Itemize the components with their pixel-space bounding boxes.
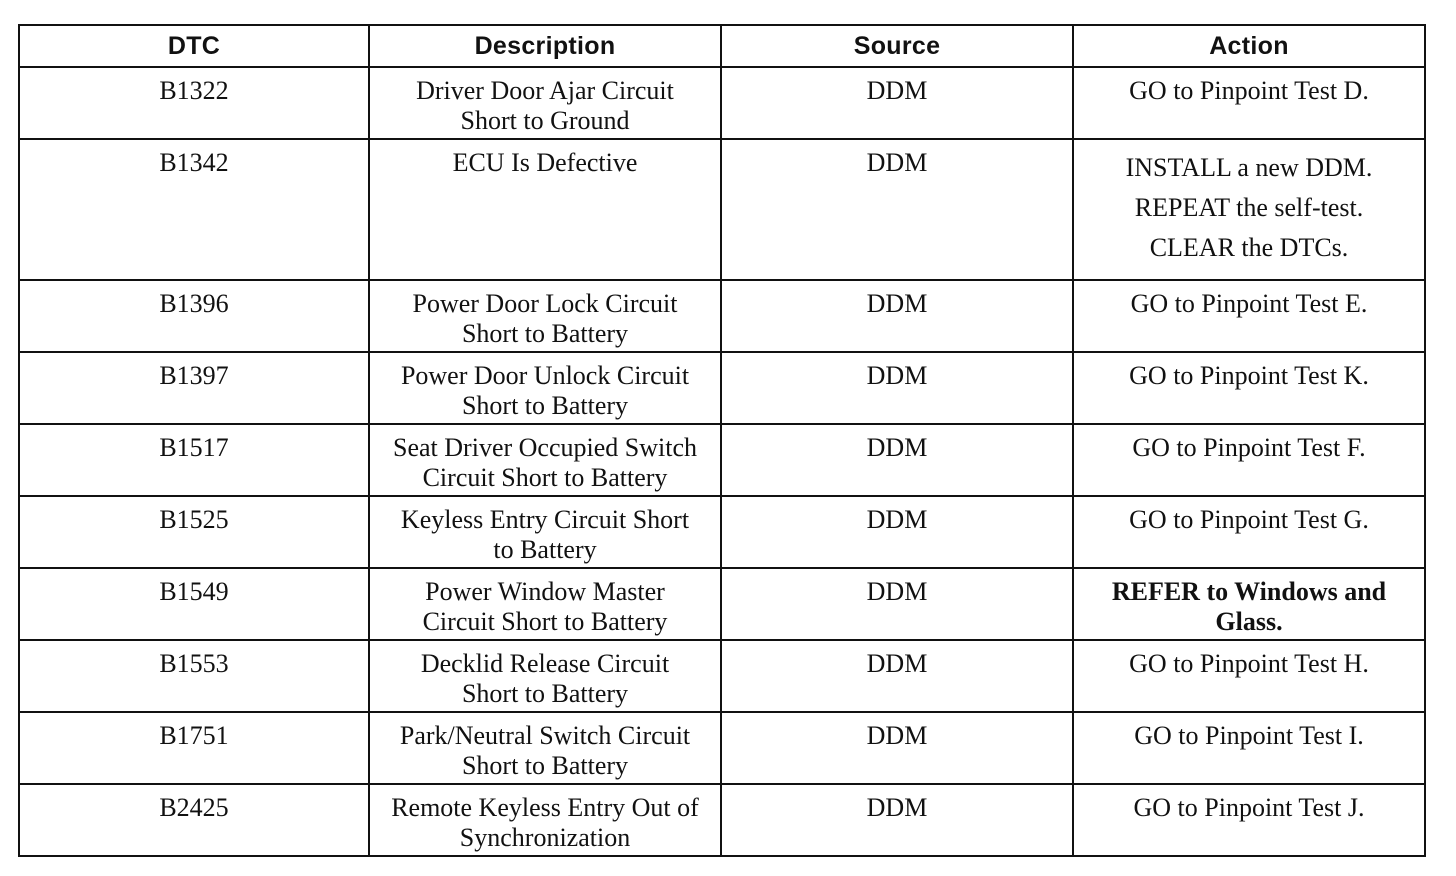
description-cell (369, 496, 721, 568)
action-line: GO to Pinpoint Test I. (1134, 721, 1364, 750)
source-cell: DDM (721, 67, 1073, 139)
source-cell: DDM (721, 424, 1073, 496)
action-line: GO to Pinpoint Test H. (1129, 649, 1369, 678)
dtc-code-cell: B1322 (19, 67, 369, 139)
action-cell (1073, 67, 1425, 139)
description-line: Decklid Release Circuit (420, 649, 670, 678)
table-header (19, 25, 1425, 67)
description-cell (369, 424, 721, 496)
description-line: Short to Battery (461, 679, 629, 708)
source-cell: DDM (721, 352, 1073, 424)
action-cell (1073, 712, 1425, 784)
source-cell: DDM (721, 280, 1073, 352)
action-cell (1073, 352, 1425, 424)
source-cell: DDM (721, 139, 1073, 280)
action-line: GO to Pinpoint Test K. (1129, 361, 1369, 390)
action-cell (1073, 280, 1425, 352)
description-cell (369, 712, 721, 784)
action-line: GO to Pinpoint Test E. (1130, 289, 1368, 318)
description-line: Remote Keyless Entry Out of (391, 793, 699, 822)
source-cell: DDM (721, 568, 1073, 640)
action-line: CLEAR the DTCs. (1149, 233, 1349, 262)
table-row (19, 496, 1425, 568)
dtc-code-cell: B1525 (19, 496, 369, 568)
description-cell (369, 640, 721, 712)
action-line: GO to Pinpoint Test G. (1129, 505, 1369, 534)
action-line: GO to Pinpoint Test D. (1129, 76, 1369, 105)
description-line: Keyless Entry Circuit Short (400, 505, 690, 534)
header-row (19, 25, 1425, 67)
dtc-code-cell: B1517 (19, 424, 369, 496)
description-cell (369, 568, 721, 640)
dtc-code-cell: B1553 (19, 640, 369, 712)
dtc-code-cell: B1342 (19, 139, 369, 280)
action-line: Glass. (1215, 607, 1283, 636)
dtc-table (18, 24, 1426, 857)
table-row (19, 568, 1425, 640)
description-cell (369, 139, 721, 280)
description-line: Synchronization (459, 823, 631, 852)
description-line: Power Door Lock Circuit (412, 289, 678, 318)
header-description: Description (369, 25, 721, 67)
action-cell (1073, 640, 1425, 712)
description-cell (369, 352, 721, 424)
action-line: INSTALL a new DDM. (1125, 153, 1373, 182)
description-line: Short to Battery (461, 319, 629, 348)
source-cell: DDM (721, 640, 1073, 712)
description-line: Park/Neutral Switch Circuit (399, 721, 691, 750)
table-row (19, 352, 1425, 424)
description-line: Circuit Short to Battery (422, 463, 668, 492)
description-line: Short to Battery (461, 391, 629, 420)
table-row (19, 280, 1425, 352)
source-cell: DDM (721, 496, 1073, 568)
header-dtc: DTC (19, 25, 369, 67)
header-action: Action (1073, 25, 1425, 67)
description-line: Short to Ground (460, 106, 630, 135)
table-row (19, 712, 1425, 784)
source-cell: DDM (721, 712, 1073, 784)
description-line: Circuit Short to Battery (422, 607, 668, 636)
header-source: Source (721, 25, 1073, 67)
table-body (19, 67, 1425, 856)
dtc-code-cell: B1396 (19, 280, 369, 352)
description-line: Seat Driver Occupied Switch (393, 433, 697, 462)
table-row (19, 424, 1425, 496)
source-cell: DDM (721, 784, 1073, 856)
description-cell (369, 280, 721, 352)
table-row (19, 640, 1425, 712)
description-line: Driver Door Ajar Circuit (416, 76, 674, 105)
dtc-code-cell: B1549 (19, 568, 369, 640)
description-line: Power Door Unlock Circuit (400, 361, 690, 390)
action-cell (1073, 496, 1425, 568)
action-cell (1073, 424, 1425, 496)
dtc-code-cell: B2425 (19, 784, 369, 856)
action-cell (1073, 784, 1425, 856)
description-line: Power Window Master (425, 577, 665, 606)
table-row (19, 784, 1425, 856)
table-row (19, 139, 1425, 280)
action-cell (1073, 568, 1425, 640)
description-cell (369, 67, 721, 139)
action-line: REPEAT the self-test. (1134, 193, 1364, 222)
description-cell (369, 784, 721, 856)
description-line: to Battery (493, 535, 597, 564)
action-line: GO to Pinpoint Test F. (1132, 433, 1366, 462)
action-cell (1073, 139, 1425, 280)
dtc-code-cell: B1751 (19, 712, 369, 784)
table-row (19, 67, 1425, 139)
action-line: GO to Pinpoint Test J. (1133, 793, 1365, 822)
action-line: REFER to Windows and (1111, 577, 1387, 606)
description-line: ECU Is Defective (452, 148, 638, 177)
description-line: Short to Battery (461, 751, 629, 780)
dtc-code-cell: B1397 (19, 352, 369, 424)
